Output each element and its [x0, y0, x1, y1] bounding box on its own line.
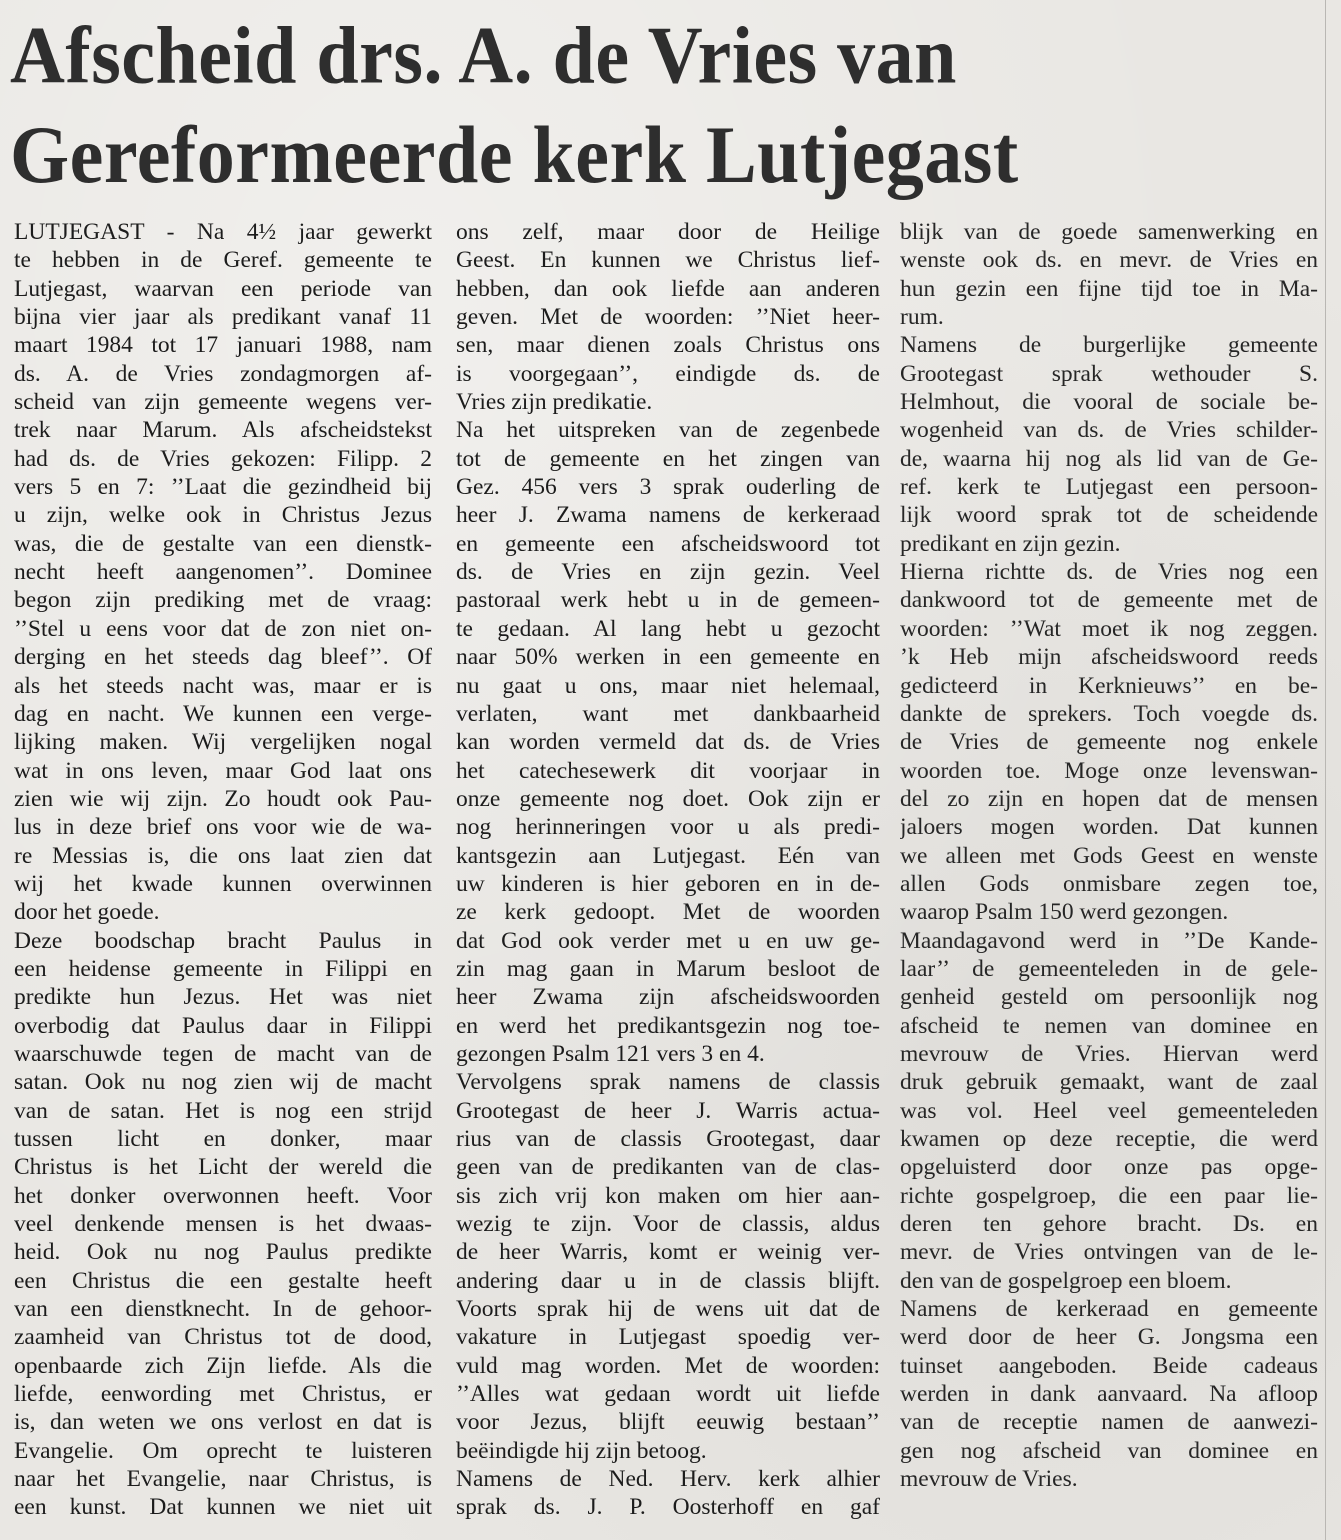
- article-text-line: begon zijn prediking met de vraag:: [14, 587, 432, 614]
- article-text-line: maart 1984 tot 17 januari 1988, nam: [14, 332, 432, 359]
- article-text-line: is voorgegaan’’, eindigde ds. de: [456, 360, 880, 387]
- article-text-line: verlaten, want met dankbaarheid: [456, 700, 880, 727]
- article-text-line: satan. Ook nu nog zien wij de macht: [14, 1069, 432, 1096]
- article-text-line: Lutjegast, waarvan een periode van: [14, 275, 432, 302]
- article-text-line: Christus is het Licht der wereld die: [14, 1154, 432, 1181]
- article-text-line: ’k Heb mijn afscheidswoord reeds: [900, 644, 1318, 671]
- headline-line: Gereformeerde kerk Lutjegast: [10, 109, 1019, 201]
- article-text-line: Namens de Ned. Herv. kerk alhier: [456, 1466, 880, 1493]
- article-text-line: Vervolgens sprak namens de classis: [456, 1069, 880, 1096]
- article-text-line: pastoraal werk hebt u in de gemeen-: [456, 587, 880, 614]
- article-text-line: jaloers mogen worden. Dat kunnen: [900, 814, 1318, 841]
- article-text-line: wat in ons leven, maar God laat ons: [14, 757, 432, 784]
- article-text-line: liefde, eenwording met Christus, er: [14, 1381, 432, 1408]
- article-column-3: [900, 218, 1318, 1493]
- article-text-line: lijking maken. Wij vergelijken nogal: [14, 729, 432, 756]
- article-text-line: rum.: [900, 304, 944, 331]
- article-text-line: van de receptie namen de aanwezi-: [900, 1409, 1318, 1436]
- article-text-line: Vries zijn predikatie.: [456, 389, 653, 416]
- article-text-line: wogenheid van ds. de Vries schilder-: [900, 417, 1318, 444]
- article-text-line: LUTJEGAST - Na 4½ jaar gewerkt: [14, 219, 432, 245]
- article-text-line: genheid gesteld om persoonlijk nog: [900, 984, 1318, 1011]
- article-text-line: dag en nacht. We kunnen een verge-: [14, 700, 432, 727]
- article-text-line: een Christus die een gestalte heeft: [14, 1267, 432, 1294]
- article-text-line: woorden toe. Moge onze levenswan-: [900, 757, 1318, 784]
- article-text-line: waarschuwde tegen de macht van de: [14, 1040, 432, 1067]
- article-text-line: Na het uitspreken van de zegenbede: [456, 417, 880, 444]
- article-text-line: andering daar u in de classis blijft.: [456, 1267, 880, 1294]
- article-text-line: gezongen Psalm 121 vers 3 en 4.: [456, 1040, 765, 1067]
- article-text-line: Namens de kerkeraad en gemeente: [900, 1296, 1318, 1323]
- article-text-line: heer Zwama zijn afscheidswoorden: [456, 984, 880, 1011]
- article-text-line: de, waarna hij nog als lid van de Ge-: [900, 445, 1318, 472]
- article-text-line: Voorts sprak hij de wens uit dat de: [456, 1296, 880, 1323]
- article-text-line: woorden: ’’Wat moet ik nog zeggen.: [900, 615, 1318, 642]
- article-text-line: wij het kwade kunnen overwinnen: [14, 870, 432, 897]
- article-text-line: heer J. Zwama namens de kerkeraad: [456, 502, 880, 529]
- article-text-line: overbodig dat Paulus daar in Filippi: [14, 1012, 432, 1039]
- article-text-line: het catechesewerk dit voorjaar in: [456, 757, 880, 784]
- article-text-line: deren ten gehore bracht. Ds. en: [900, 1211, 1318, 1238]
- article-text-line: dankte de sprekers. Toch voegde ds.: [900, 700, 1318, 727]
- article-text-line: als het steeds nacht was, maar er is: [14, 672, 432, 699]
- article-text-line: hun gezin een fijne tijd toe in Ma-: [900, 275, 1318, 302]
- article-text-line: onze gemeente nog doet. Ook zijn er: [456, 785, 880, 812]
- article-text-line: tot de gemeente en het zingen van: [456, 445, 880, 472]
- article-text-line: rius van de classis Grootegast, daar: [456, 1126, 880, 1152]
- article-text-line: naar het Evangelie, naar Christus, is: [14, 1466, 432, 1493]
- article-text-line: hebben, dan ook liefde aan anderen: [456, 275, 880, 302]
- article-text-line: uw kinderen is hier geboren en in de-: [456, 870, 880, 897]
- article-text-line: beëindigde hij zijn betoog.: [456, 1437, 707, 1464]
- article-text-line: kwamen op deze receptie, die werd: [900, 1126, 1318, 1152]
- article-headline: [10, 6, 1260, 205]
- article-text-line: Hierna richtte ds. de Vries nog een: [900, 559, 1318, 586]
- article-text-line: had ds. de Vries gekozen: Filipp. 2: [14, 445, 432, 472]
- article-text-line: ons zelf, maar door de Heilige: [456, 219, 880, 245]
- article-text-line: ref. kerk te Lutjegast een persoon-: [900, 474, 1318, 501]
- article-text-line: sis zich vrij kon maken om hier aan-: [456, 1182, 880, 1209]
- article-text-line: Deze boodschap bracht Paulus in: [14, 927, 432, 954]
- article-text-line: waarop Psalm 150 werd gezongen.: [900, 899, 1229, 926]
- article-text-line: u zijn, welke ook in Christus Jezus: [14, 502, 432, 529]
- article-text-line: was, die de gestalte van een dienstk-: [14, 530, 432, 557]
- article-text-line: een heidense gemeente in Filippi en: [14, 955, 432, 982]
- article-text-line: re Messias is, die ons laat zien dat: [14, 842, 432, 869]
- article-text-line: een kunst. Dat kunnen we niet uit: [14, 1494, 432, 1521]
- article-text-line: den van de gospelgroep een bloem.: [900, 1267, 1232, 1294]
- article-column-1: [14, 218, 432, 1522]
- article-text-line: trek naar Marum. Als afscheidstekst: [14, 417, 432, 444]
- article-text-line: zaamheid van Christus tot de dood,: [14, 1324, 432, 1351]
- article-text-line: openbaarde zich Zijn liefde. Als die: [14, 1352, 432, 1379]
- article-text-line: kan worden vermeld dat ds. de Vries: [456, 729, 880, 756]
- article-text-line: voor Jezus, blijft eeuwig bestaan’’: [456, 1409, 880, 1436]
- article-text-line: werd door de heer G. Jongsma een: [900, 1324, 1318, 1351]
- headline-line: Afscheid drs. A. de Vries van: [10, 10, 957, 102]
- article-text-line: ds. de Vries en zijn gezin. Veel: [456, 559, 880, 586]
- article-text-line: laar’’ de gemeenteleden in de gele-: [900, 955, 1318, 982]
- article-text-line: veel denkende mensen is het dwaas-: [14, 1211, 432, 1238]
- article-text-line: Namens de burgerlijke gemeente: [900, 332, 1318, 359]
- article-text-line: Maandagavond werd in ’’De Kande-: [900, 927, 1318, 954]
- article-text-line: te hebben in de Geref. gemeente te: [14, 247, 432, 274]
- article-text-line: de Vries de gemeente nog enkele: [900, 729, 1318, 756]
- article-text-line: vers 5 en 7: ’’Laat die gezindheid bij: [14, 474, 432, 501]
- article-text-line: kantsgezin aan Lutjegast. Eén van: [456, 842, 880, 869]
- article-text-line: naar 50% werken in een gemeente en: [456, 644, 880, 671]
- article-column-2: [456, 218, 880, 1522]
- article-text-line: sen, maar dienen zoals Christus ons: [456, 332, 880, 359]
- article-text-line: ’’Alles wat gedaan wordt uit liefde: [456, 1381, 880, 1408]
- article-text-line: richte gospelgroep, die een paar lie-: [900, 1182, 1318, 1209]
- article-text-line: ’’Stel u eens voor dat de zon niet on-: [14, 615, 432, 642]
- article-text-line: Grootegast sprak wethouder S.: [900, 360, 1318, 387]
- article-text-line: Helmhout, die vooral de sociale be-: [900, 389, 1318, 416]
- article-text-line: Geest. En kunnen we Christus lief-: [456, 247, 880, 274]
- article-text-line: necht heeft aangenomen’’. Dominee: [14, 559, 432, 586]
- article-text-line: tuinset aangeboden. Beide cadeaus: [900, 1352, 1318, 1379]
- article-text-line: en gemeente een afscheidswoord tot: [456, 530, 880, 557]
- article-text-line: Evangelie. Om oprecht te luisteren: [14, 1437, 432, 1464]
- clipping-edge-divider: [1325, 0, 1326, 1540]
- article-text-line: geven. Met de woorden: ’’Niet heer-: [456, 304, 880, 331]
- article-text-line: werden in dank aanvaard. Na afloop: [900, 1381, 1318, 1408]
- article-text-line: en werd het predikantsgezin nog toe-: [456, 1012, 880, 1039]
- article-text-line: we alleen met Gods Geest en wenste: [900, 842, 1318, 869]
- article-text-line: derging en het steeds dag bleef’’. Of: [14, 644, 432, 671]
- article-text-line: ze kerk gedoopt. Met de woorden: [456, 899, 880, 926]
- article-text-line: wenste ook ds. en mevr. de Vries en: [900, 247, 1318, 274]
- article-text-line: opgeluisterd door onze pas opge-: [900, 1154, 1318, 1181]
- article-text-line: bijna vier jaar als predikant vanaf 11: [14, 304, 432, 331]
- article-text-line: blijk van de goede samenwerking en: [900, 219, 1318, 245]
- article-text-line: heid. Ook nu nog Paulus predikte: [14, 1239, 432, 1266]
- article-text-line: van de satan. Het is nog een strijd: [14, 1097, 432, 1124]
- article-text-line: door het goede.: [14, 899, 160, 926]
- article-text-line: de heer Warris, komt er weinig ver-: [456, 1239, 880, 1266]
- article-text-line: mevr. de Vries ontvingen van de le-: [900, 1239, 1318, 1266]
- article-text-line: mevrouw de Vries.: [900, 1466, 1078, 1493]
- article-text-line: predikte hun Jezus. Het was niet: [14, 984, 432, 1011]
- article-text-line: allen Gods onmisbare zegen toe,: [900, 870, 1318, 897]
- article-text-line: mevrouw de Vries. Hiervan werd: [900, 1040, 1318, 1067]
- article-text-line: te gedaan. Al lang hebt u gezocht: [456, 615, 880, 642]
- article-text-line: nu gaat u ons, maar niet helemaal,: [456, 672, 880, 699]
- article-text-line: scheid van zijn gemeente wegens ver-: [14, 389, 432, 416]
- article-text-line: predikant en zijn gezin.: [900, 530, 1121, 557]
- article-text-line: tussen licht en donker, maar: [14, 1126, 432, 1152]
- article-text-line: vakature in Lutjegast spoedig ver-: [456, 1324, 880, 1351]
- article-text-line: lijk woord sprak tot de scheidende: [900, 502, 1318, 529]
- article-text-line: was vol. Heel veel gemeenteleden: [900, 1097, 1318, 1124]
- article-text-line: is, dan weten we ons verlost en dat is: [14, 1409, 432, 1436]
- article-text-line: dat God ook verder met u en uw ge-: [456, 927, 880, 954]
- article-text-line: van een dienstknecht. In de gehoor-: [14, 1296, 432, 1323]
- article-text-line: nog herinneringen voor u als predi-: [456, 814, 880, 841]
- article-text-line: Grootegast de heer J. Warris actua-: [456, 1097, 880, 1124]
- article-text-line: afscheid te nemen van dominee en: [900, 1012, 1318, 1039]
- article-text-line: wezig te zijn. Voor de classis, aldus: [456, 1211, 880, 1238]
- article-text-line: druk gebruik gemaakt, want de zaal: [900, 1069, 1318, 1096]
- article-text-line: sprak ds. J. P. Oosterhoff en gaf: [456, 1494, 880, 1521]
- article-text-line: gedicteerd in Kerknieuws’’ en be-: [900, 672, 1318, 699]
- article-text-line: het donker overwonnen heeft. Voor: [14, 1182, 432, 1209]
- article-text-line: gen nog afscheid van dominee en: [900, 1437, 1318, 1464]
- article-text-line: vuld mag worden. Met de woorden:: [456, 1352, 880, 1379]
- article-text-line: dankwoord tot de gemeente met de: [900, 587, 1318, 614]
- article-text-line: zien wie wij zijn. Zo houdt ook Pau-: [14, 785, 432, 812]
- article-text-line: geen van de predikanten van de clas-: [456, 1154, 880, 1181]
- article-text-line: zin mag gaan in Marum besloot de: [456, 955, 880, 982]
- article-text-line: Gez. 456 vers 3 sprak ouderling de: [456, 474, 880, 501]
- article-text-line: lus in deze brief ons voor wie de wa-: [14, 814, 432, 841]
- article-text-line: ds. A. de Vries zondagmorgen af-: [14, 360, 432, 387]
- article-text-line: del zo zijn en hopen dat de mensen: [900, 785, 1318, 812]
